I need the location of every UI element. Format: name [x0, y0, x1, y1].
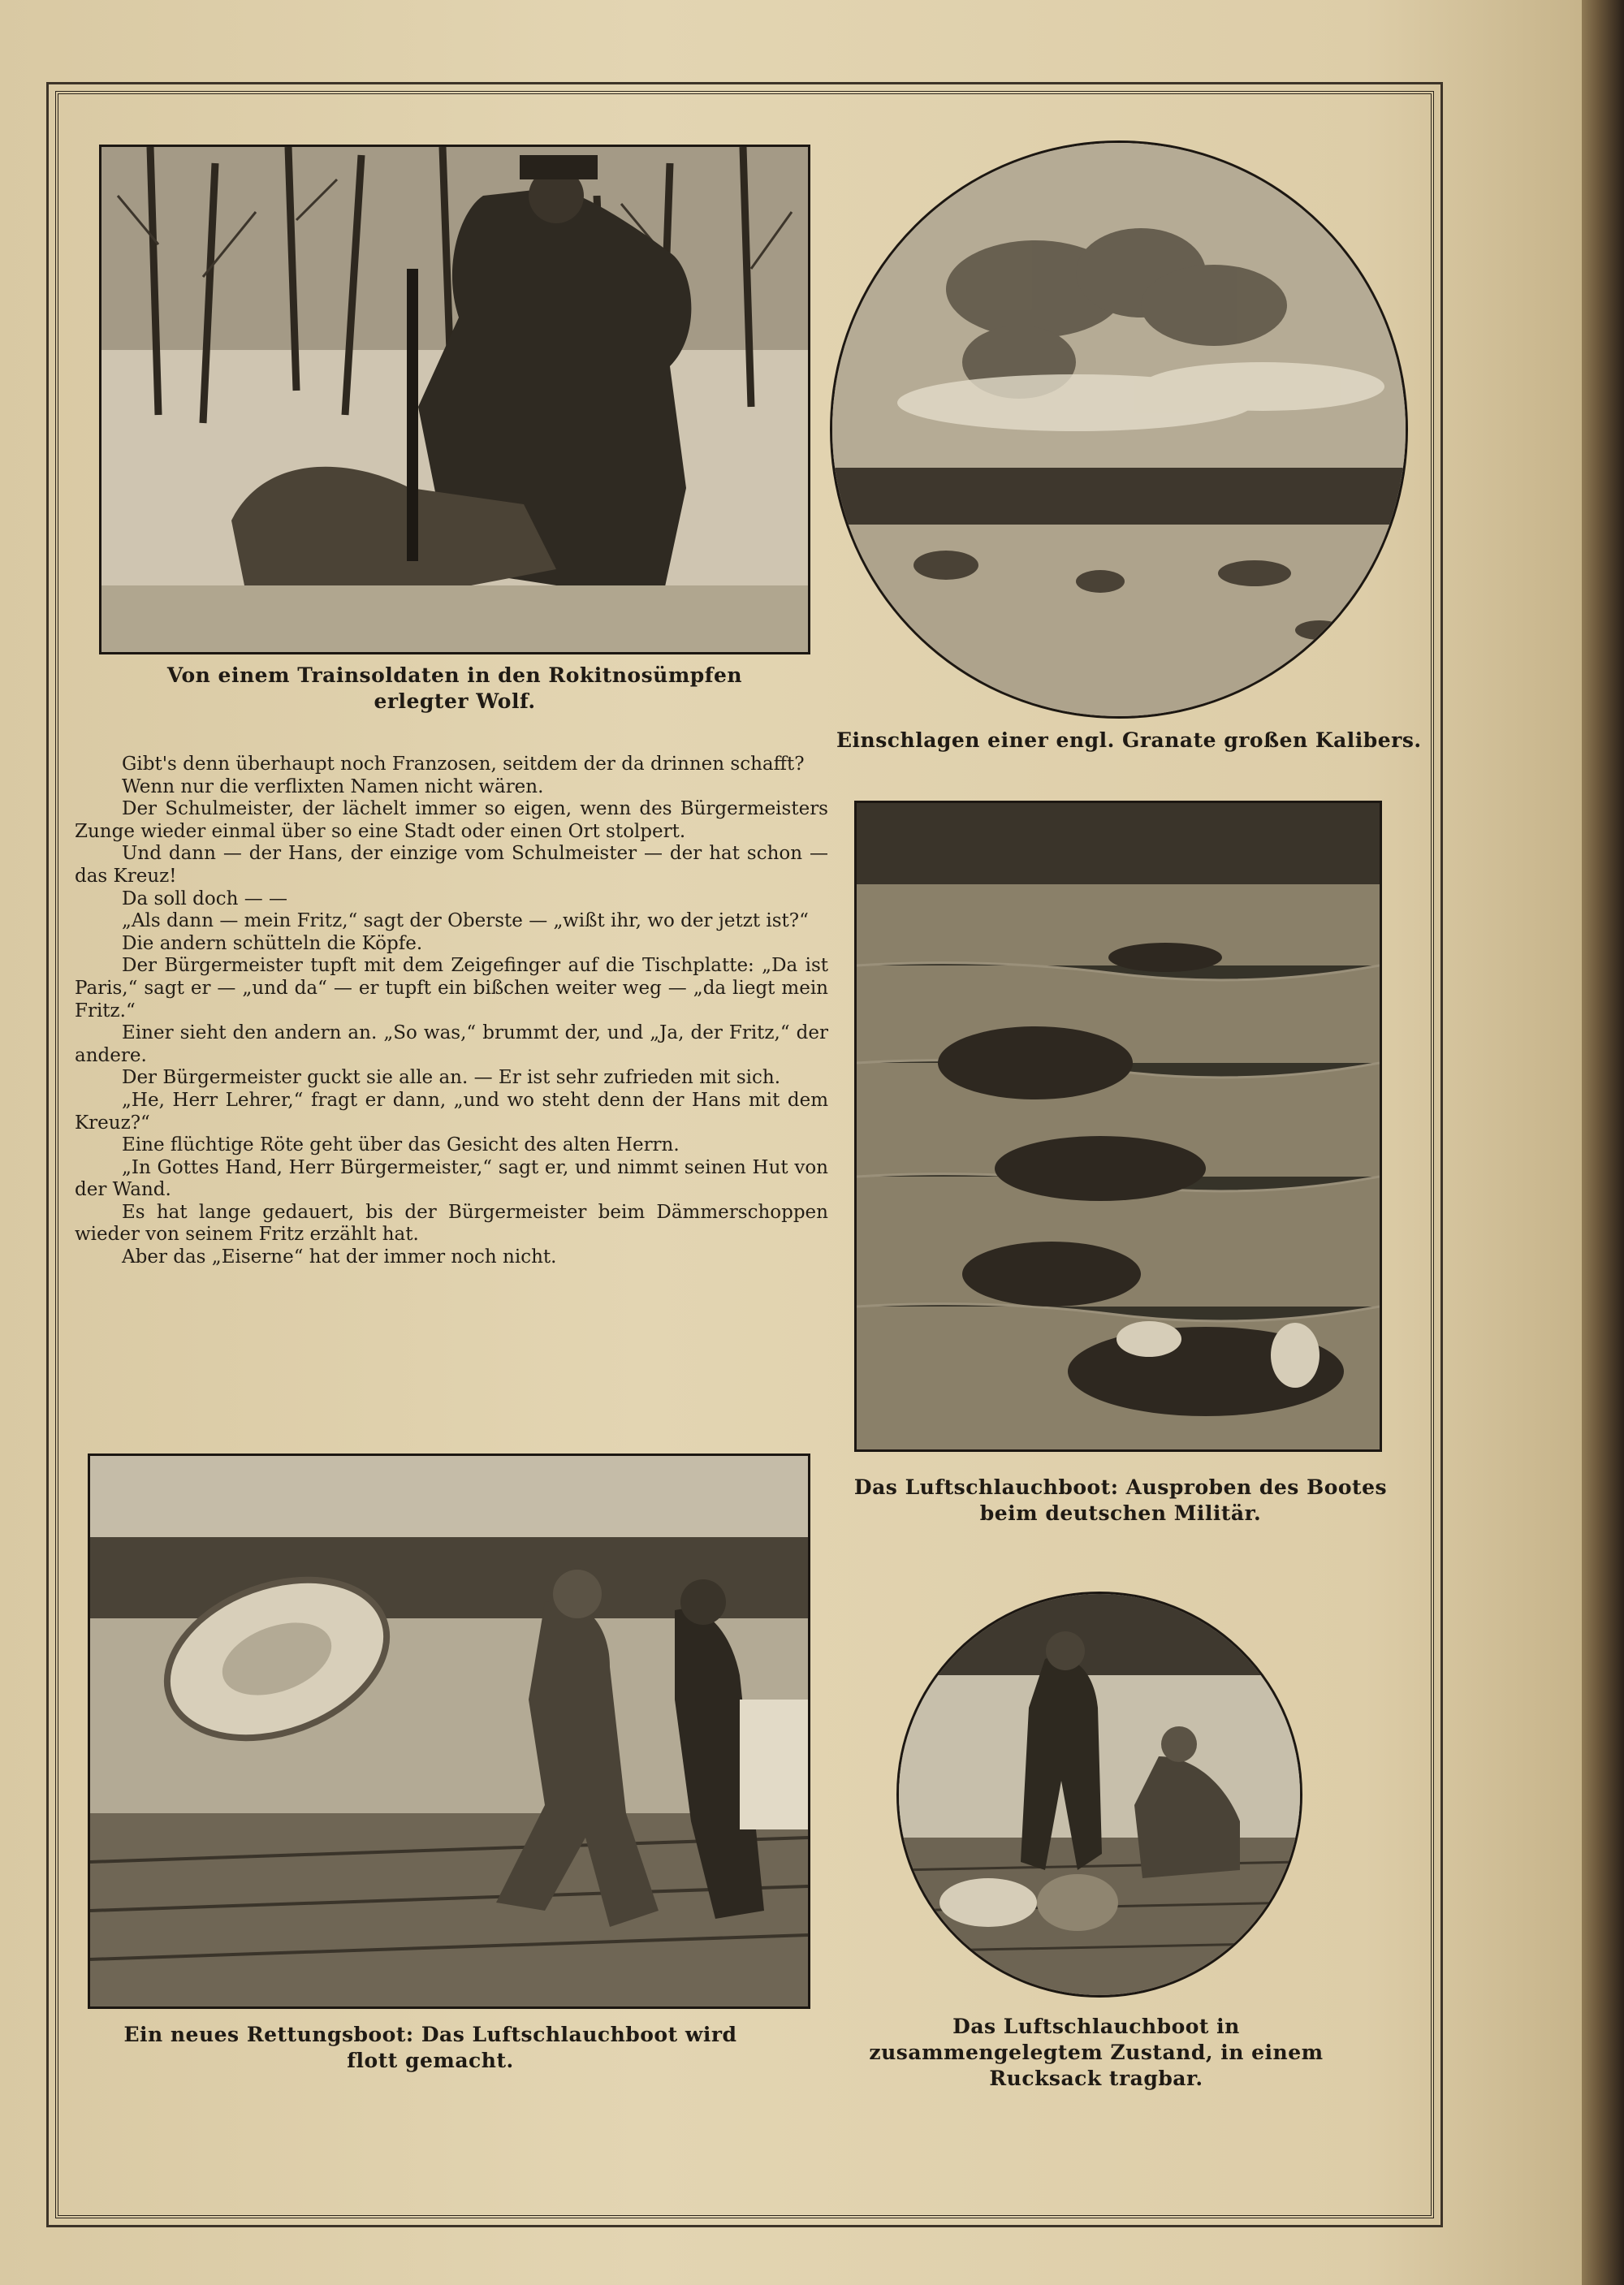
article-paragraph: „Als dann — mein Fritz,“ sagt der Oberste — „wißt ihr, wo der jetzt ist?“ — [122, 910, 809, 932]
article-paragraph: Die andern schütteln die Köpfe. — [122, 932, 423, 954]
article-text — [75, 754, 828, 1269]
grenade-photo — [830, 140, 1408, 719]
wolf-photo — [99, 145, 810, 654]
grenade-photo-caption: Einschlagen einer engl. Granate großen Kalibers. — [836, 728, 1422, 752]
article-paragraph: Es hat lange gedauert, bis der Bürgermeister beim Dämmerschoppen wieder von seinem Fritz erzählt hat. — [75, 1201, 828, 1246]
rescue-boat-photo-caption: Ein neues Rettungsboot: Das Luftschlauchboot wird flott gemacht. — [123, 2023, 737, 2072]
military-boats-photo-caption: Das Luftschlauchboot: Ausproben des Bootes beim deutschen Militär. — [853, 1475, 1388, 1525]
article-paragraph: Der Bürgermeister guckt sie alle an. — Er ist sehr zufrieden mit sich. — [122, 1067, 781, 1089]
article-paragraph: Wenn nur die verflixten Namen nicht wären. — [122, 775, 544, 797]
article-paragraph: „He, Herr Lehrer,“ fragt er dann, „und wo steht denn der Hans mit dem Kreuz?“ — [75, 1089, 828, 1134]
article-paragraph: Eine flüchtige Röte geht über das Gesicht des alten Herrn. — [122, 1134, 680, 1156]
article-paragraph: Und dann — der Hans, der einzige vom Schulmeister — der hat schon — das Kreuz! — [75, 843, 828, 887]
rescue-boat-photo — [88, 1454, 810, 2009]
article-paragraph: Der Schulmeister, der lächelt immer so eigen, wenn des Bürgermeisters Zunge wieder einmal über so eine Stadt oder einen Ort stolpert. — [75, 798, 828, 842]
article-paragraph: Aber das „Eiserne“ hat der immer noch nicht. — [122, 1246, 557, 1268]
wolf-photo-caption: Von einem Trainsoldaten in den Rokitnosümpfen erlegter Wolf. — [166, 663, 743, 713]
article-paragraph: „In Gottes Hand, Herr Bürgermeister,“ sagt er, und nimmt seinen Hut von der Wand. — [75, 1156, 828, 1201]
article-paragraph: Der Bürgermeister tupft mit dem Zeigefinger auf die Tischplatte: „Da ist Paris,“ sagt er — „und da“ — er tupft ein bißchen weiter weg — „da liegt mein Fritz.“ — [75, 955, 828, 1022]
military-boats-photo — [854, 801, 1382, 1452]
article-paragraph: Da soll doch — — — [122, 888, 288, 909]
article-paragraph: Einer sieht den andern an. „So was,“ brummt der, und „Ja, der Fritz,“ der andere. — [75, 1022, 828, 1066]
article-paragraph: Gibt's denn überhaupt noch Franzosen, seitdem der da drinnen schafft? — [122, 754, 805, 775]
folded-boat-photo — [896, 1592, 1302, 1998]
page-edge — [1582, 0, 1624, 2285]
folded-boat-photo-caption: Das Luftschlauchboot in zusammengelegtem Zustand, in einem Rucksack tragbar. — [869, 2015, 1324, 2090]
